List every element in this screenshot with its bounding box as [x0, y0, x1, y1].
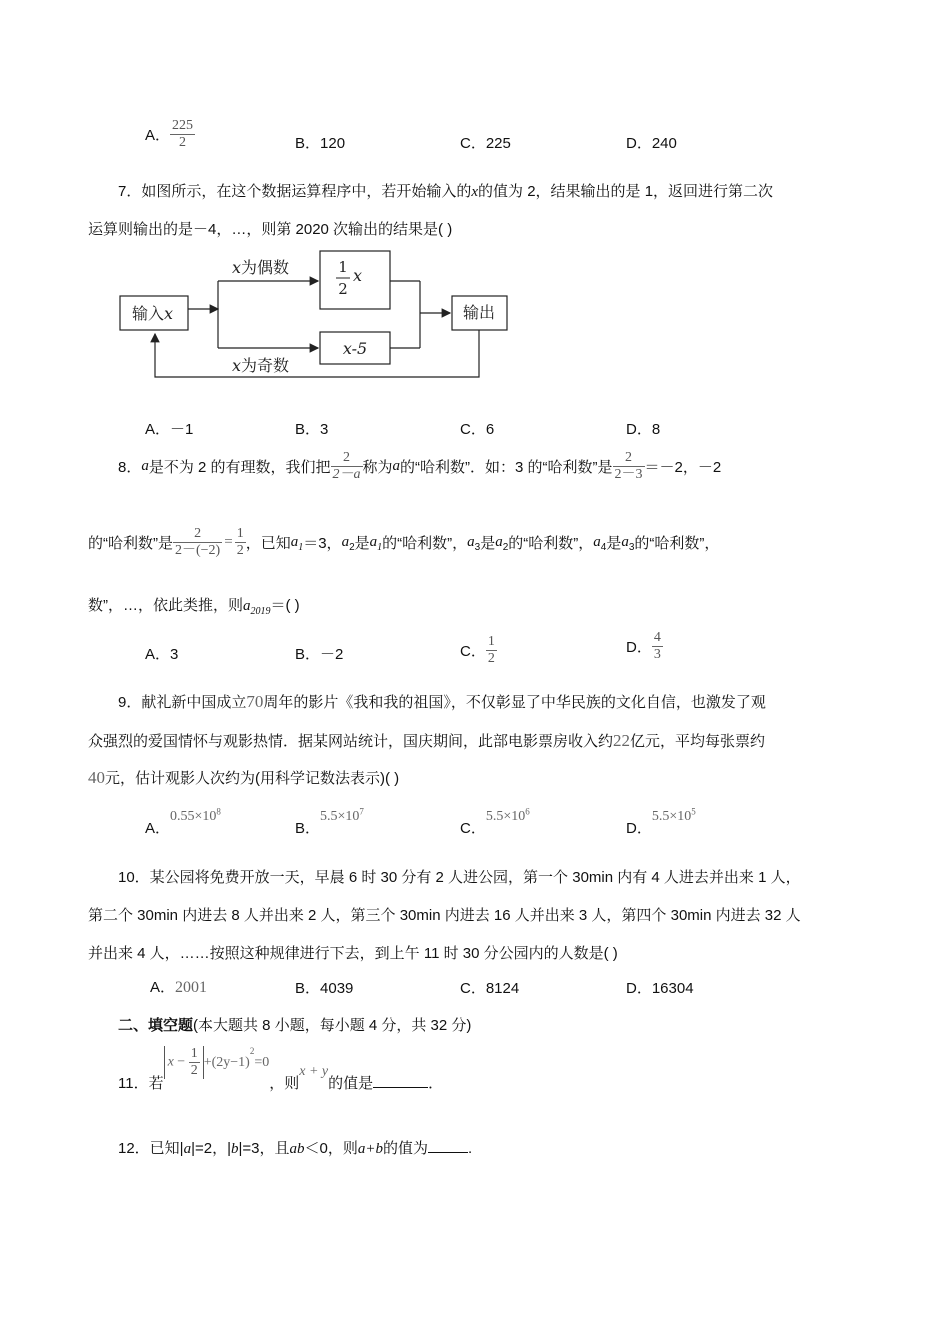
q12-answer-blank[interactable] [428, 1138, 468, 1153]
q6-option-d: D．240 [626, 135, 677, 152]
q8-option-d: D． $\frac{4}{3}$ [626, 630, 661, 662]
q9-line1: 9．献礼新中国成立70周年的影片《我和我的祖国》，不仅彰显了中华民族的文化自信，也激发了观 [118, 692, 766, 711]
svg-text:2: 2 [338, 280, 348, 298]
svg-text:1: 1 [338, 258, 348, 276]
q7-line2: 运算则输出的是－4，…，则第 2020 次输出的结果是( ) [88, 221, 453, 238]
q7-option-c: C．6 [460, 421, 495, 438]
q9-line2: 众强烈的爱国情怀与观影热情．据某网站统计，国庆期间，此部电影票房收入约22亿元，平均每张票约 [88, 731, 766, 750]
q11-answer-blank[interactable] [373, 1073, 428, 1088]
svg-text:x-5: x-5 [342, 339, 368, 358]
q12-line: 12．已知|a|=2，|b|=3，且ab＜0，则a+b的值为 . [118, 1140, 473, 1157]
q7-option-a: A．－1 [145, 421, 194, 438]
q10-option-a: A．2001 [150, 979, 208, 996]
q8-half-fraction: $\frac{1}{2}$ [236, 526, 244, 558]
q8-line1: 8．a是不为 2 的有理数，我们把 $\frac{2}{2-a}$ 称为a的“哈利数”．如：3 的“哈利数”是 $\frac{2}{2-3}$ ＝－2，－2 [118, 450, 722, 482]
svg-text:x为奇数: x为奇数 [232, 356, 290, 375]
q7-flow-diagram [110, 245, 520, 385]
q10-option-b: B．4039 [295, 980, 354, 997]
q9-option-b: B．$5.5\times 10^7$ [295, 806, 364, 837]
q9-option-a: A．$0.55\times 10^8$ [145, 806, 221, 837]
q10-option-d: D．16304 [626, 980, 694, 997]
q8-example2-fraction: $\frac{2}{2-(-2)}$ [175, 526, 221, 558]
q10-line2: 第二个 30min 内进去 8 人并出来 2 人，第三个 30min 内进去 16 人并出来 3 人，第四个 30min 内进去 32 人 [88, 907, 801, 924]
q9-line3: 40元，估计观影人次约为(用科学记数法表示)( ) [88, 768, 400, 787]
q11-absolute-value: x − $\frac{1}{2}$ [164, 1046, 204, 1079]
q10-line3: 并出来 4 人，……按照这种规律进行下去，到上午 11 时 30 分公园内的人数是( ) [88, 945, 618, 962]
q6-option-a-fraction: $\frac{225}{2}$ [172, 118, 194, 150]
q11-fraction: $\frac{1}{2}$ [190, 1046, 198, 1079]
q11-line: 11．若x − $\frac{1}{2}$ $+(2y-1)^2=0$，则x + y的值是 ． [118, 1046, 444, 1092]
svg-text:x为偶数: x为偶数 [232, 258, 290, 277]
svg-text:输入x: 输入x [132, 304, 174, 323]
q8-option-c: C． $\frac{1}{2}$ [460, 634, 495, 666]
q8-option-a: A．3 [145, 646, 179, 663]
q8-line3: 数”，…，依此类推，则$a_{2019}=$( ) [88, 597, 300, 617]
q10-option-c: C．8124 [460, 980, 520, 997]
q10-line1: 10．某公园将免费开放一天，早晨 6 时 30 分有 2 人进公园，第一个 30min 内有 4 人进去并出来 1 人， [118, 869, 801, 886]
q8-harry-fraction: $\frac{2}{2-a}$ [332, 450, 361, 482]
q6-option-b: B．120 [295, 135, 346, 152]
q8-option-d-fraction: $\frac{4}{3}$ [653, 630, 661, 662]
section-heading-fill-in: 二、填空题(本大题共 8 小题，每小题 4 分，共 32 分) [118, 1017, 472, 1034]
q9-option-c: C．$5.5\times 10^6$ [460, 806, 530, 837]
q7-option-b: B．3 [295, 421, 329, 438]
q8-example-fraction: $\frac{2}{2-3}$ [614, 450, 643, 482]
q6-option-a: A． $\frac{225}{2}$ [145, 118, 194, 150]
q7-line1: 7．如图所示，在这个数据运算程序中，若开始输入的x的值为 2，结果输出的是 1，返回进行第二次 [118, 183, 774, 200]
svg-text:输出: 输出 [462, 303, 496, 322]
feedback-arrow [155, 330, 479, 377]
q8-option-c-fraction: $\frac{1}{2}$ [487, 634, 495, 666]
q8-line2: 的“哈利数”是 $\frac{2}{2-(-2)}$ = $\frac{1}{2}$ ，已知$a_1=3$，$a_2$是$a_1$的“哈利数”，$a_3$是$a_2$的“哈利数”，$a_4$是$a_3$的“哈利数”， [88, 526, 720, 558]
q6-option-c: C．225 [460, 135, 511, 152]
q8-option-b: B．－2 [295, 646, 344, 663]
q7-option-d: D．8 [626, 421, 661, 438]
q9-option-d: D．$5.5\times 10^5$ [626, 806, 696, 837]
svg-text:x: x [353, 266, 363, 285]
